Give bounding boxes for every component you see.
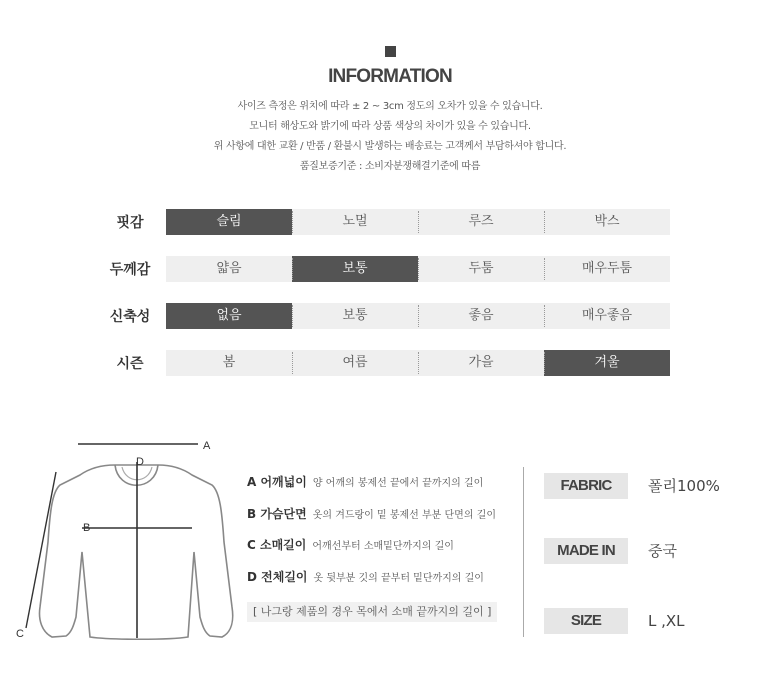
attribute-option: 보통 — [292, 256, 418, 282]
label-c: C — [16, 628, 24, 640]
measurement-item — [247, 503, 496, 522]
measurement-desc: 양 어깨의 봉제선 끝에서 끝까지의 길이 — [312, 478, 484, 489]
information-title: INFORMATION — [328, 66, 452, 87]
option-separator — [418, 352, 419, 374]
option-separator — [292, 352, 293, 374]
attribute-option: 매우좋음 — [544, 303, 670, 329]
spec-label: SIZE — [544, 608, 628, 634]
measurement-item — [247, 534, 454, 553]
attribute-option: 매우두툼 — [544, 256, 670, 282]
spec-value: L ,XL — [648, 612, 685, 630]
measurement-desc: 옷의 겨드랑이 밑 봉제선 부분 단면의 길이 — [312, 510, 496, 521]
info-line: 위 사항에 대한 교환 / 반품 / 환불시 발생하는 배송료는 고객께서 부담하셔야 합니다. — [213, 141, 567, 152]
attribute-option: 루즈 — [418, 209, 544, 235]
option-separator — [544, 352, 545, 374]
measurement-item — [247, 471, 483, 490]
sweater-diagram — [10, 432, 240, 652]
info-line: 품질보증기준 : 소비자분쟁해결기준에 따름 — [299, 161, 481, 172]
attribute-option: 좋음 — [418, 303, 544, 329]
attribute-option: 겨울 — [544, 350, 670, 376]
attribute-option: 얇음 — [166, 256, 292, 282]
spec-value: 중국 — [648, 542, 677, 560]
attribute-option: 없음 — [166, 303, 292, 329]
section-marker — [385, 46, 396, 57]
attribute-option: 박스 — [544, 209, 670, 235]
option-separator — [292, 305, 293, 327]
option-separator — [418, 305, 419, 327]
attribute-label: 신축성 — [109, 309, 151, 325]
info-line: 사이즈 측정은 위치에 따라 ± 2 ~ 3cm 정도의 오차가 있을 수 있습니다. — [237, 101, 543, 112]
attribute-option: 여름 — [292, 350, 418, 376]
sweater-outline — [40, 465, 233, 639]
label-a: A — [203, 440, 211, 452]
info-line: 모니터 해상도와 밝기에 따라 상품 색상의 차이가 있을 수 있습니다. — [249, 121, 531, 132]
option-separator — [292, 211, 293, 233]
spec-label: MADE IN — [544, 538, 628, 564]
option-separator — [544, 211, 545, 233]
attribute-label: 두께감 — [109, 262, 151, 278]
attribute-row — [100, 209, 670, 235]
measurement-key: B 가슴단면 — [247, 507, 307, 521]
attribute-label: 핏감 — [116, 215, 144, 231]
attribute-option: 슬림 — [166, 209, 292, 235]
attribute-option: 봄 — [166, 350, 292, 376]
information-notes — [0, 97, 780, 177]
attribute-row — [100, 256, 670, 282]
raglan-note: [ 나그랑 제품의 경우 목에서 소매 끝까지의 길이 ] — [247, 602, 497, 622]
measurement-key: D 전체길이 — [247, 570, 308, 584]
option-separator — [544, 305, 545, 327]
label-d: D — [136, 456, 144, 468]
spec-value: 폴리100% — [648, 477, 720, 495]
vertical-divider — [523, 467, 524, 637]
attribute-option: 가을 — [418, 350, 544, 376]
attribute-row — [100, 350, 670, 376]
label-b: B — [83, 522, 91, 534]
attribute-label: 시즌 — [116, 356, 144, 372]
spec-label: FABRIC — [544, 473, 628, 499]
attribute-row — [100, 303, 670, 329]
option-separator — [418, 211, 419, 233]
measurement-item — [247, 566, 484, 585]
measurement-key: A 어깨넓이 — [247, 475, 307, 489]
attribute-option: 노멀 — [292, 209, 418, 235]
measurement-key: C 소매길이 — [247, 538, 307, 552]
option-separator — [418, 258, 419, 280]
measurement-desc: 옷 뒷부분 깃의 끝부터 밑단까지의 길이 — [313, 573, 484, 584]
attribute-option: 보통 — [292, 303, 418, 329]
option-separator — [292, 258, 293, 280]
attribute-option: 두툼 — [418, 256, 544, 282]
measurement-desc: 어깨선부터 소매밑단까지의 길이 — [312, 541, 454, 552]
option-separator — [544, 258, 545, 280]
